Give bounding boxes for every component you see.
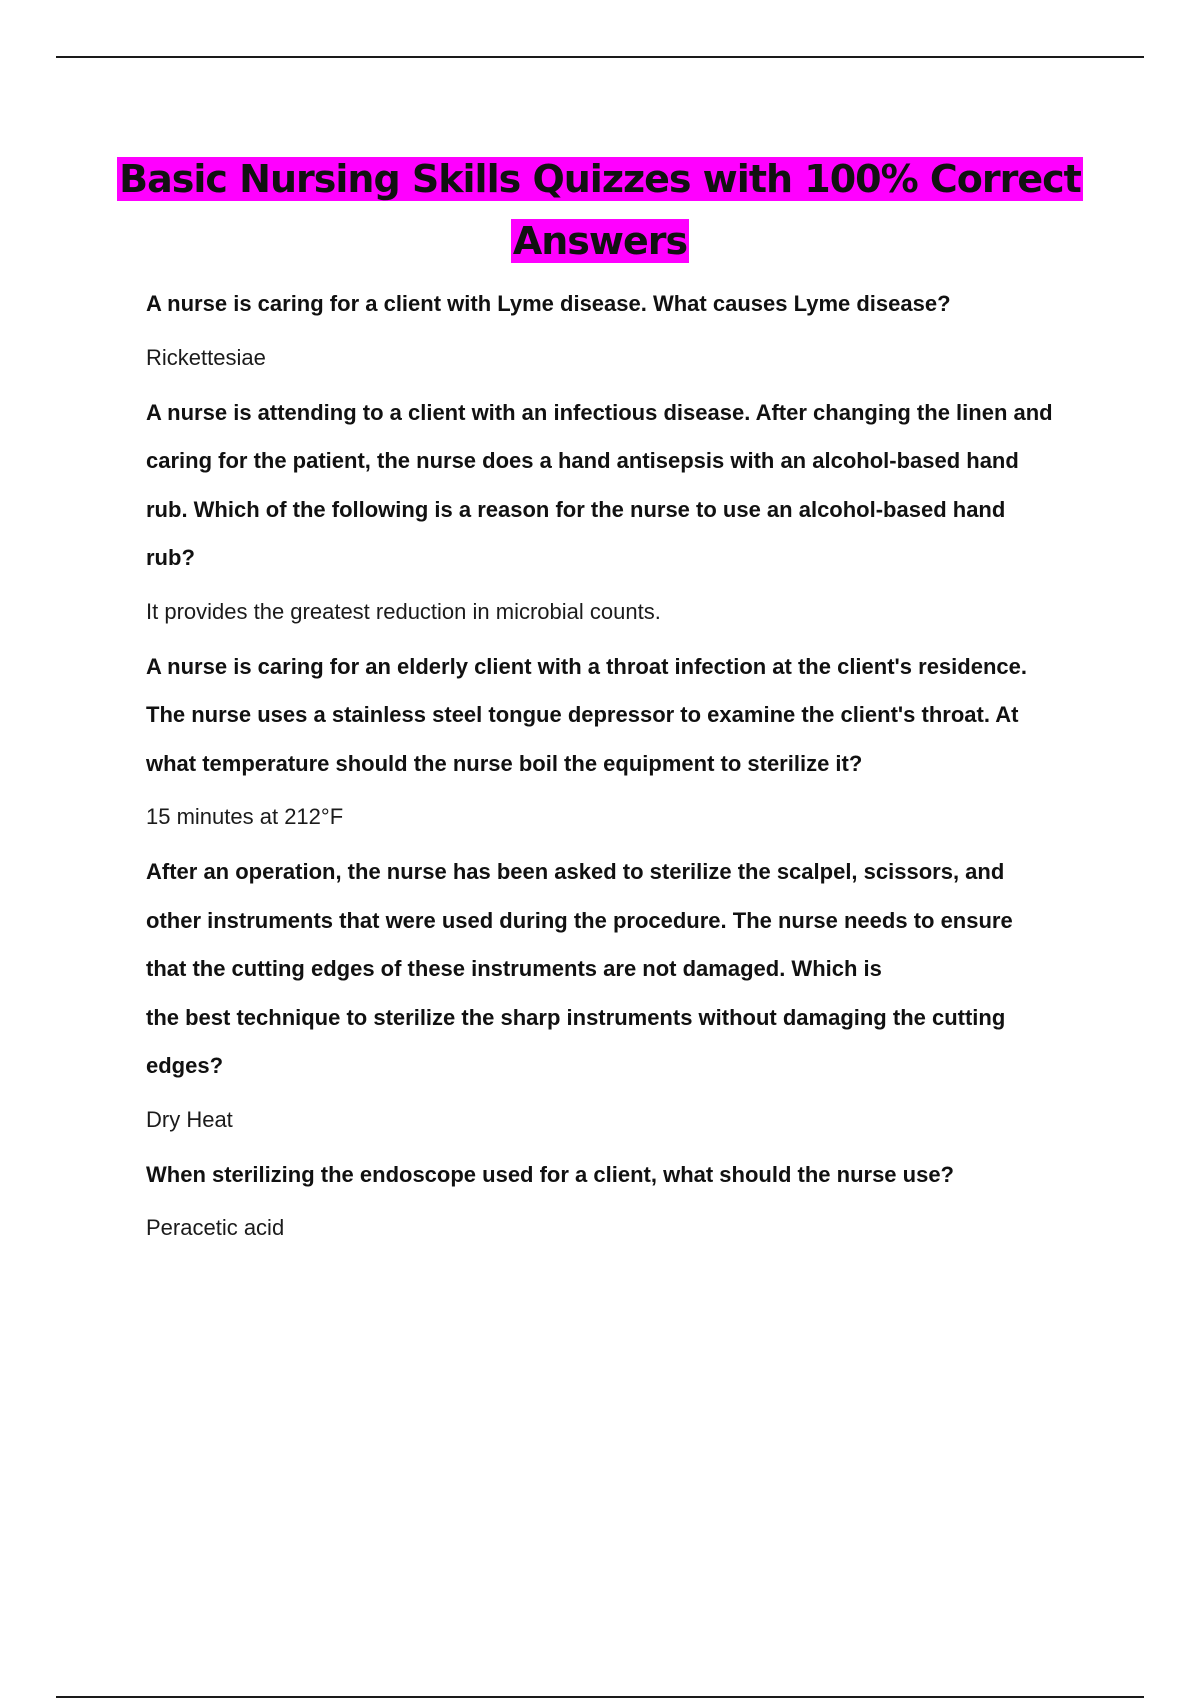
qa-item-5 — [146, 1151, 1096, 1244]
answer-5: Peracetic acid — [146, 1215, 285, 1240]
question-3 — [146, 643, 1096, 789]
question-4-line-2: other instruments that were used during the procedure. The nurse needs to ensure — [146, 907, 1013, 933]
question-5-line-1: When sterilizing the endoscope used for a client, what should the nurse use? — [146, 1161, 954, 1187]
question-2-line-1: A nurse is attending to a client with an infectious disease. After changing the linen and — [146, 399, 1053, 425]
qa-item-2 — [146, 389, 1096, 627]
question-2 — [146, 389, 1096, 583]
footer-rule — [56, 1696, 1144, 1698]
answer-2: It provides the greatest reduction in microbial counts. — [146, 598, 661, 624]
header-rule — [56, 56, 1144, 58]
question-2-line-3: rub. Which of the following is a reason for the nurse to use an alcohol-based hand — [146, 496, 1006, 522]
question-3-line-2: The nurse uses a stainless steel tongue depressor to examine the client's throat. At — [146, 702, 1019, 727]
qa-item-4 — [146, 848, 1096, 1135]
question-4-line-3: that the cutting edges of these instruments are not damaged. Which is — [146, 956, 882, 981]
title-line-2: Answers — [512, 219, 688, 263]
question-3-line-1: A nurse is caring for an elderly client with a throat infection at the client's residence. — [146, 653, 1027, 679]
document-title — [100, 148, 1100, 272]
answer-3: 15 minutes at 212°F — [146, 804, 344, 829]
qa-item-1 — [146, 280, 1096, 373]
answer-4: Dry Heat — [146, 1106, 233, 1132]
qa-item-3 — [146, 643, 1096, 833]
answer-1: Rickettesiae — [146, 344, 266, 370]
question-2-line-2: caring for the patient, the nurse does a hand antisepsis with an alcohol-based hand — [146, 448, 1019, 473]
question-4-line-5: edges? — [146, 1053, 224, 1078]
question-4-line-1: After an operation, the nurse has been asked to sterilize the scalpel, scissors, and — [146, 859, 1005, 884]
question-5 — [146, 1151, 1096, 1200]
question-4-line-4: the best technique to sterilize the sharp instruments without damaging the cutting — [146, 1004, 1006, 1030]
quiz-content — [146, 280, 1096, 1259]
title-line-1: Basic Nursing Skills Quizzes with 100% Correct — [119, 157, 1081, 201]
question-3-line-3: what temperature should the nurse boil the equipment to sterilize it? — [146, 750, 863, 776]
question-4 — [146, 848, 1096, 1091]
question-1-line-1: A nurse is caring for a client with Lyme disease. What causes Lyme disease? — [146, 291, 951, 316]
question-1 — [146, 280, 1096, 329]
question-2-line-4: rub? — [146, 545, 195, 570]
